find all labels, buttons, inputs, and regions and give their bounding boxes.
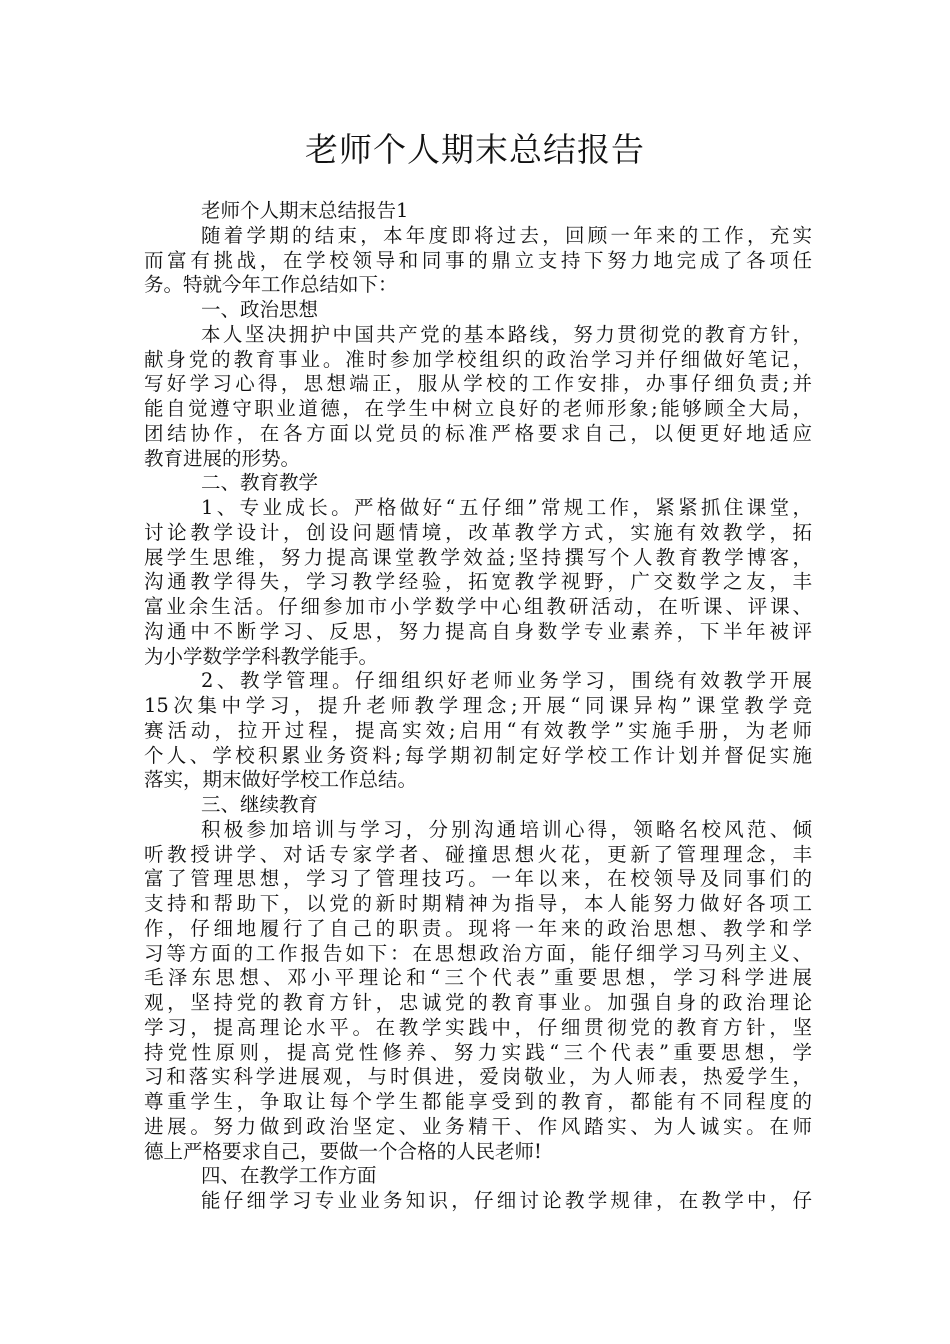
body-text-line: 沟通教学得失，学习教学经验，拓宽教学视野，广交数学之友，丰 bbox=[144, 570, 812, 594]
body-text-line: 随着学期的结束，本年度即将过去，回顾一年来的工作，充实 bbox=[201, 223, 812, 247]
body-text-line: 四、在教学工作方面 bbox=[201, 1164, 377, 1188]
body-text-line: 写好学习心得，思想端正，服从学校的工作安排，办事仔细负责;并 bbox=[144, 372, 812, 396]
body-text-line: 个人、学校积累业务资料;每学期初制定好学校工作计划并督促实施 bbox=[144, 743, 812, 767]
body-text-line: 沟通中不断学习、反思，努力提高自身数学专业素养，下半年被评 bbox=[144, 619, 812, 643]
body-text-line: 进展。努力做到政治坚定、业务精干、作风踏实、为人诚实。在师 bbox=[144, 1114, 812, 1138]
body-text-line: 作，仔细地履行了自己的职责。现将一年来的政治思想、教学和学 bbox=[144, 916, 812, 940]
body-text-line: 学习，提高理论水平。在教学实践中，仔细贯彻党的教育方针，坚 bbox=[144, 1015, 812, 1039]
body-text-line: 为小学数学学科教学能手。 bbox=[144, 644, 379, 668]
body-text-line: 本人坚决拥护中国共产党的基本路线，努力贯彻党的教育方针， bbox=[201, 322, 812, 346]
body-text-line: 习和落实科学进展观，与时俱进，爱岗敬业，为人师表，热爱学生， bbox=[144, 1065, 812, 1089]
body-text-line: 1、专业成长。严格做好“五仔细”常规工作，紧紧抓住课堂， bbox=[201, 496, 812, 519]
body-text-line: 老师个人期末总结报告1 bbox=[201, 199, 409, 222]
body-text-line: 毛泽东思想、邓小平理论和“三个代表”重要思想，学习科学进展 bbox=[144, 966, 812, 990]
body-text-line: 富业余生活。仔细参加市小学数学中心组教研活动，在听课、评课、 bbox=[144, 595, 812, 618]
body-text-line: 展学生思维，努力提高课堂教学效益;坚持撰写个人教育教学博客， bbox=[144, 545, 812, 569]
body-text-line: 二、教育教学 bbox=[201, 471, 319, 495]
body-text-line: 献身党的教育事业。准时参加学校组织的政治学习并仔细做好笔记， bbox=[144, 347, 812, 371]
body-text-line: 持党性原则，提高党性修养、努力实践“三个代表”重要思想，学 bbox=[144, 1040, 812, 1064]
body-text-line: 团结协作，在各方面以党员的标准严格要求自己，以便更好地适应 bbox=[144, 421, 812, 445]
body-text-line: 教育进展的形势。 bbox=[144, 446, 301, 470]
body-text-line: 15次集中学习，提升老师教学理念;开展“同课异构”课堂教学竞 bbox=[144, 694, 812, 717]
body-text-line: 能自觉遵守职业道德，在学生中树立良好的老师形象;能够顾全大局， bbox=[144, 397, 812, 420]
body-text-line: 德上严格要求自己，要做一个合格的人民老师! bbox=[144, 1139, 542, 1163]
body-text-line: 听教授讲学、对话专家学者、碰撞思想火花，更新了管理理念，丰 bbox=[144, 842, 812, 866]
body-text-line: 一、政治思想 bbox=[201, 298, 319, 321]
page-title: 老师个人期末总结报告 bbox=[305, 130, 645, 169]
body-text-line: 三、继续教育 bbox=[201, 793, 319, 816]
body-text-line: 观，坚持党的教育方针，忠诚党的教育事业。加强自身的政治理论 bbox=[144, 991, 812, 1014]
body-text-line: 而富有挑战，在学校领导和同事的鼎立支持下努力地完成了各项任 bbox=[144, 248, 812, 272]
body-text-line: 习等方面的工作报告如下：在思想政治方面，能仔细学习马列主义、 bbox=[144, 941, 812, 965]
body-text-line: 落实，期末做好学校工作总结。 bbox=[144, 768, 418, 792]
body-text-line: 讨论教学设计，创设问题情境，改革教学方式，实施有效教学，拓 bbox=[144, 520, 812, 544]
body-text-line: 富了管理思想，学习了管理技巧。一年以来，在校领导及同事们的 bbox=[144, 867, 812, 891]
body-text-line: 务。特就今年工作总结如下： bbox=[144, 273, 398, 297]
body-text-line: 能仔细学习专业业务知识，仔细讨论教学规律，在教学中，仔 bbox=[201, 1189, 812, 1212]
body-text-line: 积极参加培训与学习，分别沟通培训心得，领略名校风范、倾 bbox=[201, 817, 812, 841]
body-text-line: 尊重学生，争取让每个学生都能享受到的教育，都能有不同程度的 bbox=[144, 1090, 812, 1113]
body-text-line: 赛活动，拉开过程，提高实效;启用“有效教学”实施手册，为老师 bbox=[144, 718, 812, 742]
document-body bbox=[144, 199, 812, 1214]
body-text-line: 2、教学管理。仔细组织好老师业务学习，围绕有效教学开展 bbox=[201, 669, 812, 693]
body-text-line: 支持和帮助下，以党的新时期精神为指导，本人能努力做好各项工 bbox=[144, 892, 812, 915]
